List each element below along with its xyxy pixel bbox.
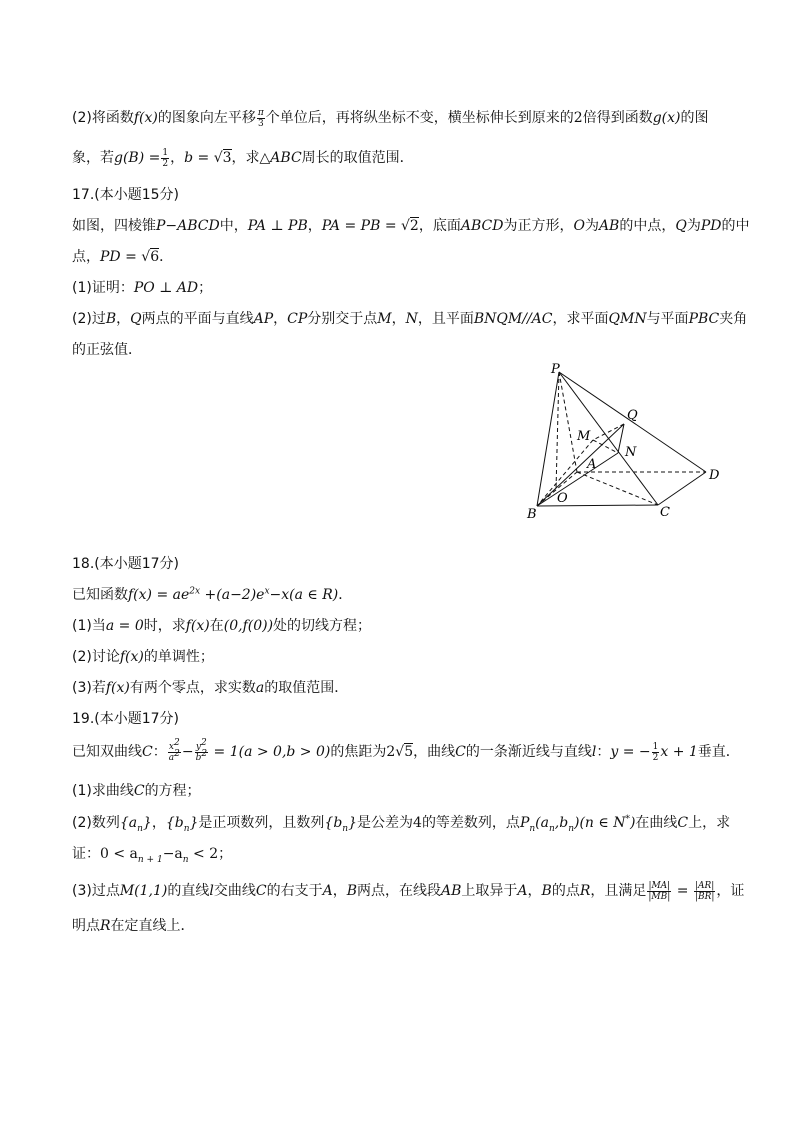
q18-header: 18.(本小题17分): [72, 556, 180, 572]
q17-header: 17.(本小题15分): [72, 187, 180, 203]
edge-QM: [593, 424, 624, 440]
pyramid-figure: [515, 362, 735, 527]
label-M: M: [577, 429, 591, 444]
label-A: A: [587, 457, 597, 472]
label-C: C: [660, 505, 670, 520]
label-D: D: [709, 468, 720, 483]
q19-part3-line2: 明点R在定直线上．: [72, 918, 195, 934]
q18-part1: (1)当a = 0时，求f(x)在(0,f(0))处的切线方程；: [72, 618, 372, 634]
q17-line1: 如图，四棱锥P−ABCD中，PA ⊥ PB，PA = PB = √2，底面ABCD为正方形，O为AB的中点，Q为PD的中: [72, 218, 750, 234]
q16-part2-line2: 象，若g(B) = $\frac{1}{2}$ ，b = √3，求△ABC周长的取值范围．: [72, 147, 414, 169]
q17-part2-line2: 的正弦值．: [72, 342, 142, 358]
label-N: N: [625, 445, 637, 460]
edge-PA: [559, 372, 577, 472]
q19-part2-line2: 证：$0 < a_{n + 1}-a_n < 2$；: [72, 846, 233, 865]
label-B: B: [527, 507, 537, 522]
edge-BC: [537, 505, 658, 506]
q18-line1: 已知函数$f(x) = ae^{2x} +(a-2)e^x-x(a$ ∈ R)．: [72, 586, 353, 603]
label-P: P: [551, 362, 560, 377]
q19-header: 19.(本小题17分): [72, 711, 180, 727]
q18-part2: (2)讨论f(x)的单调性；: [72, 649, 214, 665]
q17-line2: 点，PD = √6．: [72, 249, 174, 265]
q17-part1: (1)证明：PO ⊥ AD；: [72, 280, 213, 296]
q19-part2-line1: (2)数列$\{a_n\}$，$\{b_n\}$是正项数列，且数列$\{b_n\}$是公差为4的等差数列，点$P_n(a_n,b_n)(n$ ∈ N*)在曲线C上，求: [72, 814, 731, 834]
q19-part1: (1)求曲线C的方程；: [72, 783, 201, 799]
label-O: O: [557, 491, 568, 506]
q19-part3-line1: (3)过点M(1,1)的直线l交曲线C的右支于A，B两点，在线段AB上取异于A，B的点R，且满足 $\frac{|MA|}{|MB|}$ = $\frac{|AR|}{|BR|}$ ，证: [72, 880, 745, 902]
edge-CD: [658, 472, 706, 505]
q17-part2-line1: (2)过B，Q两点的平面与直线AP，CP分别交于点M，N，且平面BNQM//AC，求平面QMN与平面PBC夹角: [72, 311, 748, 327]
q16-part2-line1: (2)将函数f(x)的图象向左平移 $\frac{\pi}{3}$ 个单位后，再将纵坐标不变，横坐标伸长到原来的2倍得到函数g(x)的图: [72, 107, 709, 129]
label-Q: Q: [627, 408, 638, 423]
q19-line1: 已知双曲线C： $\frac{x2}{a2}$ − $\frac{y2}{b2}$ = 1(a > 0,b > 0)的焦距为2√5，曲线C的一条渐近线与直线l：y = − $\frac{1}{2}$ x + 1垂直．: [72, 737, 740, 763]
q18-part3: (3)若f(x)有两个零点，求实数a的取值范围．: [72, 680, 349, 696]
edge-BN: [537, 453, 618, 506]
